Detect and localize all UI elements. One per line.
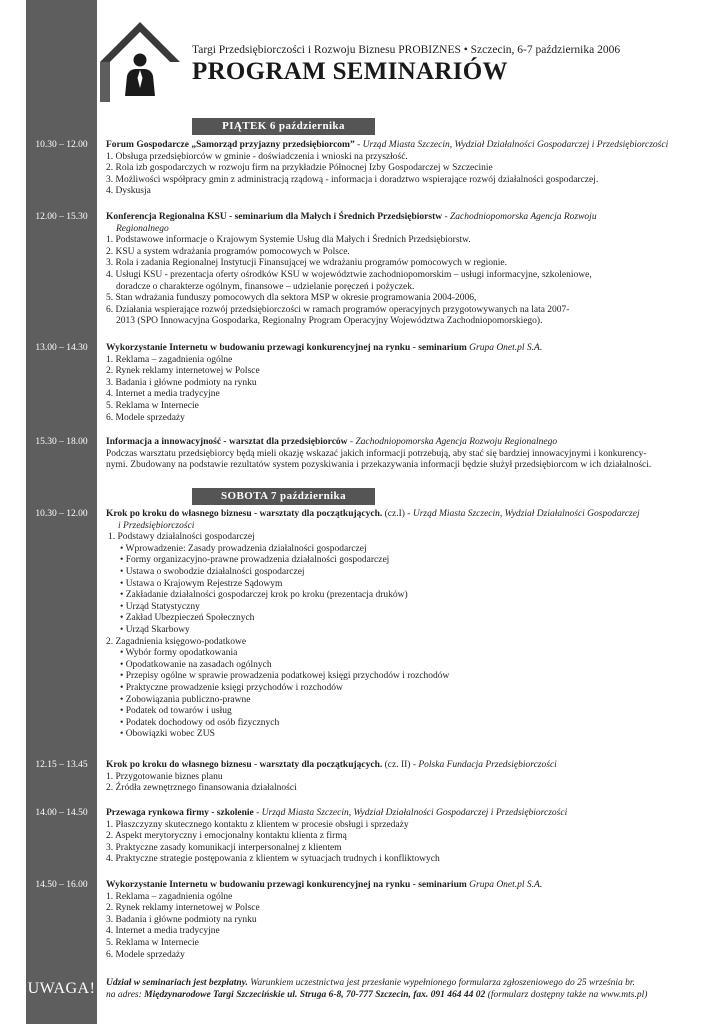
list-item: • Ustawa o swobodzie działalności gospodarczej bbox=[120, 566, 305, 577]
list-item: 2. Źródła zewnętrznego finansowania działalności bbox=[106, 783, 297, 794]
day-header-saturday: SOBOTA 7 października bbox=[192, 488, 375, 505]
list-item: • Obowiązki wobec ZUS bbox=[120, 729, 215, 740]
session-content bbox=[106, 509, 706, 741]
session-title: Konferencja Regionalna KSU - seminarium dla Małych i Średnich Przedsiębiorstw bbox=[106, 212, 443, 222]
list-item: 3. Badania i główne podmioty na rynku bbox=[106, 914, 257, 925]
list-item: 2. Aspekt merytoryczny i emocjonalny kontaktu klienta z firmą bbox=[106, 831, 347, 842]
list-item: 5. Stan wdrażania funduszy pomocowych dla sektora MSP w okresie programowania 2004-2006, bbox=[106, 293, 477, 304]
list-item: 3. Praktyczne zasady komunikacji interpersonalnej z klientem bbox=[106, 842, 342, 853]
session-organizer: - Urząd Miasta Szczecin, Wydział Działalności Gospodarczej bbox=[407, 509, 640, 519]
session-organizer: - Zachodniopomorska Agencja Rozwoju bbox=[444, 212, 597, 222]
list-item: • Podatek dochodowy od osób fizycznych bbox=[120, 717, 280, 728]
list-item: • Opodatkowanie na zasadach ogólnych bbox=[120, 659, 272, 670]
list-item: 5. Reklama w Internecie bbox=[106, 937, 199, 948]
session-title: Wykorzystanie Internetu w budowaniu przewagi konkurencyjnej na rynku - seminarium bbox=[106, 880, 467, 890]
list-item: 2. Rynek reklamy internetowej w Polsce bbox=[106, 366, 260, 377]
list-item: • Urząd Skarbowy bbox=[120, 624, 190, 635]
list-item: 1. Obsługa przedsiębiorców w gminie - doświadczenia i wnioski na przyszłość. bbox=[106, 151, 408, 162]
list-item: 4. Internet a media tradycyjne bbox=[106, 389, 220, 400]
notice-text bbox=[106, 977, 706, 1002]
session-organizer: Grupa Onet.pl S.A. bbox=[469, 880, 543, 890]
notice-text-2a: na adres: bbox=[106, 990, 145, 1001]
session-time: 10.30 – 12.00 bbox=[35, 509, 88, 519]
list-item: • Wprowadzenie: Zasady prowadzenia działalności gospodarczej bbox=[120, 543, 367, 554]
notice-label: UWAGA! bbox=[27, 980, 96, 997]
session-time: 14.50 – 16.00 bbox=[35, 880, 88, 890]
list-item: 2. Rynek reklamy internetowej w Polsce bbox=[106, 903, 260, 914]
session-content bbox=[106, 343, 706, 424]
list-item: • Ustawa o Krajowym Rejestrze Sądowym bbox=[120, 578, 283, 589]
list-item: 3. Badania i główne podmioty na rynku bbox=[106, 377, 257, 388]
notice-address: Międzynarodowe Targi Szczecińskie ul. Struga 6-8, 70-777 Szczecin, fax. 091 464 44 02 bbox=[144, 990, 486, 1001]
page-title: PROGRAM SEMINARIÓW bbox=[192, 58, 508, 85]
list-item: doradcze o charakterze ogólnym, finansowe – udzielanie poręczeń i pożyczek. bbox=[116, 281, 415, 292]
list-item: 3. Możliwości współpracy gmin z administracją rządową - informacja i doradztwo wspierające rozwój działalności gospodarczej. bbox=[106, 174, 599, 185]
description-line: nymi. Zbudowany na podstawie rezultatów system pozyskiwania i przekazywania informacji będzie służył przedsiębiorcom w ich działalności. bbox=[106, 460, 652, 471]
list-item: 1. Reklama – zagadnienia ogólne bbox=[106, 891, 233, 902]
session-content bbox=[106, 437, 706, 472]
list-item: • Zakładanie działalności gospodarczej krok po kroku (prezentacja druków) bbox=[120, 590, 408, 601]
list-item: • Formy organizacyjno-prawne prowadzenia działalności gospodarczej bbox=[120, 555, 390, 566]
day-header-friday: PIĄTEK 6 października bbox=[192, 118, 375, 135]
list-item: 1. Reklama – zagadnienia ogólne bbox=[106, 354, 233, 365]
list-item: • Zobowiązania publiczno-prawne bbox=[120, 694, 251, 705]
session-content bbox=[106, 760, 706, 795]
list-item: 4. Internet a media tradycyjne bbox=[106, 926, 220, 937]
session-content bbox=[106, 880, 706, 961]
notice-text-2c: (formularz dostępny także na www.mts.pl) bbox=[485, 990, 648, 1001]
session-title: Forum Gospodarcze „Samorząd przyjazny przedsiębiorcom” bbox=[106, 140, 355, 150]
session-content bbox=[106, 808, 706, 866]
list-item: • Urząd Statystyczny bbox=[120, 601, 200, 612]
list-item: 2. KSU a system wdrażania programów pomocowych w Polsce. bbox=[106, 246, 350, 257]
list-item: 3. Rola i zadania Regionalnej Instytucji Finansującej we wdrażaniu programów pomocowych w regionie. bbox=[106, 258, 507, 269]
list-item: 4. Usługi KSU - prezentacja oferty ośrodków KSU w województwie zachodniopomorskim – usługi informacyjne, szkoleniowe, bbox=[106, 269, 592, 280]
session-organizer: - Polska Fundacja Przedsiębiorczości bbox=[412, 760, 557, 770]
list-item: • Podatek od towarów i usług bbox=[120, 706, 232, 717]
description-line: Podczas warsztatu przedsiębiorcy będą mieli okazję wskazać jakich informacji potrzebują, aby stać się bardziej innowacyjnymi i konkurency- bbox=[106, 448, 647, 459]
list-item: 4. Dyskusja bbox=[106, 186, 151, 197]
session-organizer-cont: Regionalnego bbox=[116, 223, 169, 234]
notice-lead: Udział w seminariach jest bezpłatny. bbox=[106, 978, 248, 988]
session-content bbox=[106, 140, 706, 198]
session-time: 12.00 – 15.30 bbox=[35, 212, 88, 222]
session-title: Krok po kroku do własnego biznesu - warsztaty dla początkujących. bbox=[106, 509, 383, 519]
list-item: • Przepisy ogólne w sprawie prowadzenia podatkowej księgi przychodów i rozchodów bbox=[120, 671, 450, 682]
list-item: • Zakład Ubezpieczeń Społecznych bbox=[120, 613, 255, 624]
list-item: 2013 (SPO Innowacyjna Gospodarka, Regionalny Program Operacyjny Województwa Zachodniopomorskiego). bbox=[116, 316, 543, 327]
session-time: 12.15 – 13.45 bbox=[35, 760, 88, 770]
session-organizer: - Zachodniopomorska Agencja Rozwoju Regionalnego bbox=[349, 437, 558, 447]
list-item: 5. Reklama w Internecie bbox=[106, 400, 199, 411]
session-title: Przewaga rynkowa firmy - szkolenie bbox=[106, 808, 254, 818]
list-item: 4. Praktyczne strategie postępowania z klientem w sytuacjach trudnych i konfliktowych bbox=[106, 854, 440, 865]
session-organizer-cont: i Przedsiębiorczości bbox=[118, 520, 195, 531]
session-part: (cz.I) bbox=[384, 509, 405, 519]
session-title: Wykorzystanie Internetu w budowaniu przewagi konkurencyjnej na rynku - seminarium bbox=[106, 343, 467, 353]
list-item: 1. Przygotowanie biznes planu bbox=[106, 771, 223, 782]
logo-icon bbox=[96, 18, 184, 106]
session-time: 15.30 – 18.00 bbox=[35, 437, 88, 447]
session-title: Krok po kroku do własnego biznesu - warsztaty dla początkujących. bbox=[106, 760, 383, 770]
list-item: • Praktyczne prowadzenie księgi przychodów i rozchodów bbox=[120, 682, 343, 693]
session-organizer: Grupa Onet.pl S.A. bbox=[469, 343, 543, 353]
list-item: 1. Płaszczyzny skutecznego kontaktu z klientem w procesie obsługi i sprzedaży bbox=[106, 819, 409, 830]
list-item: 6. Modele sprzedaży bbox=[106, 412, 185, 423]
event-header-line: Targi Przedsiębiorczości i Rozwoju Biznesu PROBIZNES • Szczecin, 6-7 października 2006 bbox=[192, 44, 621, 56]
session-organizer: - Urząd Miasta Szczecin, Wydział Działalności Gospodarczej i Przedsiębiorczości bbox=[357, 140, 669, 150]
list-item: 6. Działania wspierające rozwój przedsiębiorczości w ramach programów operacyjnych przygotowywanych na lata 2007- bbox=[106, 304, 570, 315]
list-item: 1. Podstawowe informacje o Krajowym Systemie Usług dla Małych i Średnich Przedsiębiorstw. bbox=[106, 235, 471, 246]
session-title: Informacja a innowacyjność - warsztat dla przedsiębiorców bbox=[106, 437, 348, 447]
session-time: 10.30 – 12.00 bbox=[35, 140, 88, 150]
session-content bbox=[106, 212, 706, 328]
list-item: 2. Zagadnienia księgowo-podatkowe bbox=[106, 636, 247, 647]
session-organizer: - Urząd Miasta Szczecin, Wydział Działalności Gospodarczej i Przedsiębiorczości bbox=[256, 808, 568, 818]
list-item: 6. Modele sprzedaży bbox=[106, 949, 185, 960]
list-item: • Wybór formy opodatkowania bbox=[120, 648, 238, 659]
notice-text-1: Warunkiem uczestnictwa jest przesłanie wypełnionego formularza zgłoszeniowego do 25 września br. bbox=[247, 978, 635, 988]
session-part: (cz. II) bbox=[384, 760, 411, 770]
session-time: 14.00 – 14.50 bbox=[35, 808, 88, 818]
list-item: 1. Podstawy działalności gospodarczej bbox=[108, 532, 255, 543]
session-time: 13.00 – 14.30 bbox=[35, 343, 88, 353]
list-item: 2. Rola izb gospodarczych w rozwoju firm na przykładzie Północnej Izby Gospodarczej w Szczecinie bbox=[106, 163, 493, 174]
